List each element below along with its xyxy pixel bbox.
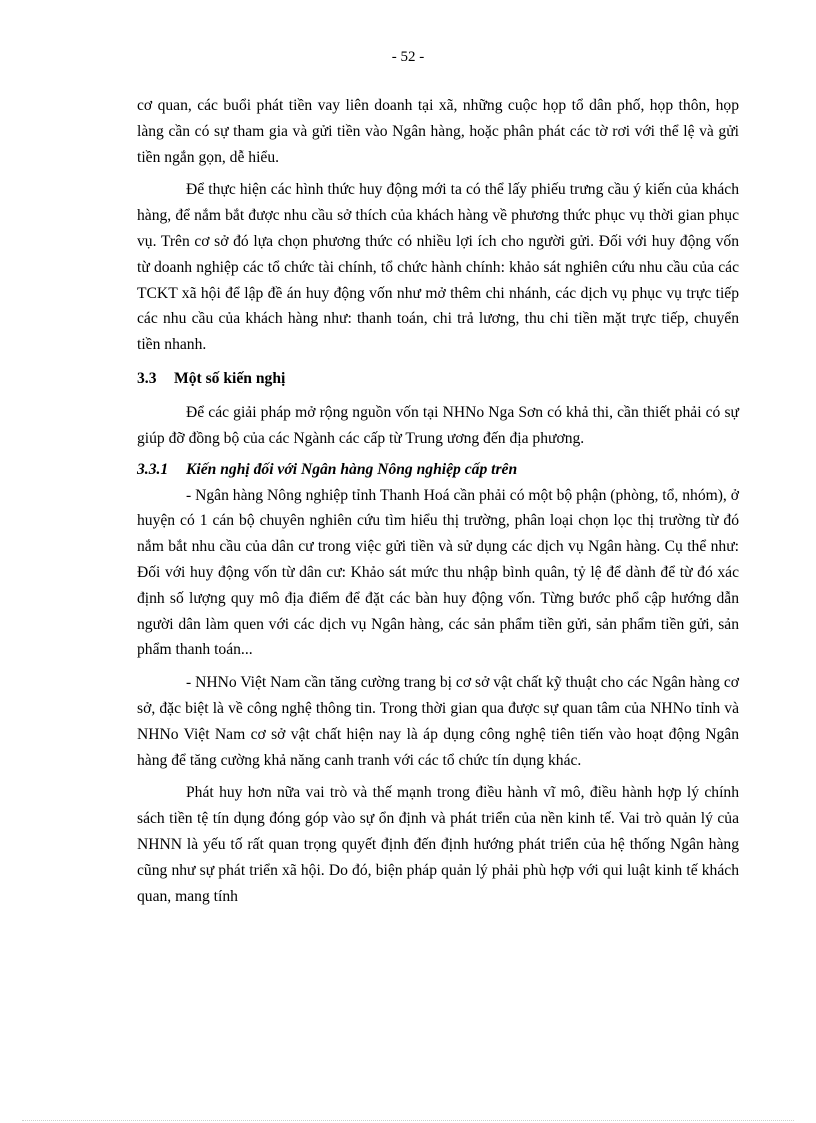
page-number: - 52 -	[391, 49, 425, 65]
paragraph: Để các giải pháp mở rộng nguồn vốn tại NHNo Nga Sơn có khả thi, cần thiết phải có sự giúp đỡ đồng bộ của các Ngành các cấp từ Trung ương đến địa phương.	[137, 403, 739, 447]
section-heading	[137, 368, 739, 390]
document-body	[137, 93, 739, 916]
paragraph: - Ngân hàng Nông nghiệp tỉnh Thanh Hoá cần phải có một bộ phận (phòng, tổ, nhóm), ở huyện có 1 cán bộ chuyên nghiên cứu tìm hiểu thị trường, phân loại chọn lọc thị trường từ đó nắm bắt nhu cầu của dân cư trong việc gửi tiền và sử dụng các dịch vụ Ngân hàng. Cụ thể như: Đối với huy động vốn từ dân cư: Khảo sát mức thu nhập bình quân, tỷ lệ để dành để từ đó xác định số lượng quy mô địa điểm để đặt các bàn huy động vốn. Từng bước phổ cập hướng dẫn người dân làm quen với các dịch vụ Ngân hàng, các sản phẩm tiền gửi, sản phẩm tiền gửi, sản phẩm thanh toán...	[137, 486, 739, 659]
section-number: 3.3	[137, 369, 157, 387]
subsection-number: 3.3.1	[137, 460, 169, 478]
paragraph: Để thực hiện các hình thức huy động mới ta có thể lấy phiếu trưng cầu ý kiến của khách hàng, để nắm bắt được nhu cầu sở thích của khách hàng về phương thức phục vụ thời gian phục vụ. Trên cơ sở đó lựa chọn phương thức có nhiều lợi ích cho người gửi. Đối với huy động vốn từ doanh nghiệp các tổ chức tài chính, tổ chức hành chính: khảo sát nghiên cứu nhu cầu của các TCKT xã hội để lập đề án huy động vốn như mở thêm chi nhánh, các dịch vụ phục vụ trực tiếp các nhu cầu của khách hàng như: thanh toán, chi trả lương, thu chi tiền mặt trực tiếp, chuyển tiền nhanh.	[137, 181, 739, 354]
subsection-heading	[137, 459, 739, 481]
paragraph: cơ quan, các buổi phát tiền vay liên doanh tại xã, những cuộc họp tổ dân phố, họp thôn, họp làng cần có sự tham gia và gửi tiền vào Ngân hàng, hoặc phân phát các tờ rơi với thể lệ và gửi tiền ngắn gọn, dễ hiểu.	[137, 97, 739, 166]
subsection-title: Kiến nghị đối với Ngân hàng Nông nghiệp cấp trên	[186, 460, 518, 478]
section-title: Một số kiến nghị	[174, 369, 286, 387]
paragraph: Phát huy hơn nữa vai trò và thế mạnh trong điều hành vĩ mô, điều hành hợp lý chính sách tiền tệ tín dụng đóng góp vào sự ổn định và phát triển của nền kinh tế. Vai trò quản lý của NHNN là yếu tố rất quan trọng quyết định đến định hướng phát triển của hệ thống Ngân hàng cũng như sự phát triển xã hội. Do đó, biện pháp quản lý phải phù hợp với qui luật kinh tế khách quan, mang tính	[137, 784, 739, 905]
page-bottom-border	[22, 1120, 794, 1121]
paragraph: - NHNo Việt Nam cần tăng cường trang bị cơ sở vật chất kỹ thuật cho các Ngân hàng cơ sở, đặc biệt là về công nghệ thông tin. Trong thời gian qua được sự quan tâm của NHNo tỉnh và NHNo Việt Nam cơ sở vật chất hiện nay là áp dụng công nghệ tiên tiến vào hoạt động Ngân hàng để tăng cường khả năng canh tranh với các tổ chức tín dụng khác.	[137, 674, 739, 769]
